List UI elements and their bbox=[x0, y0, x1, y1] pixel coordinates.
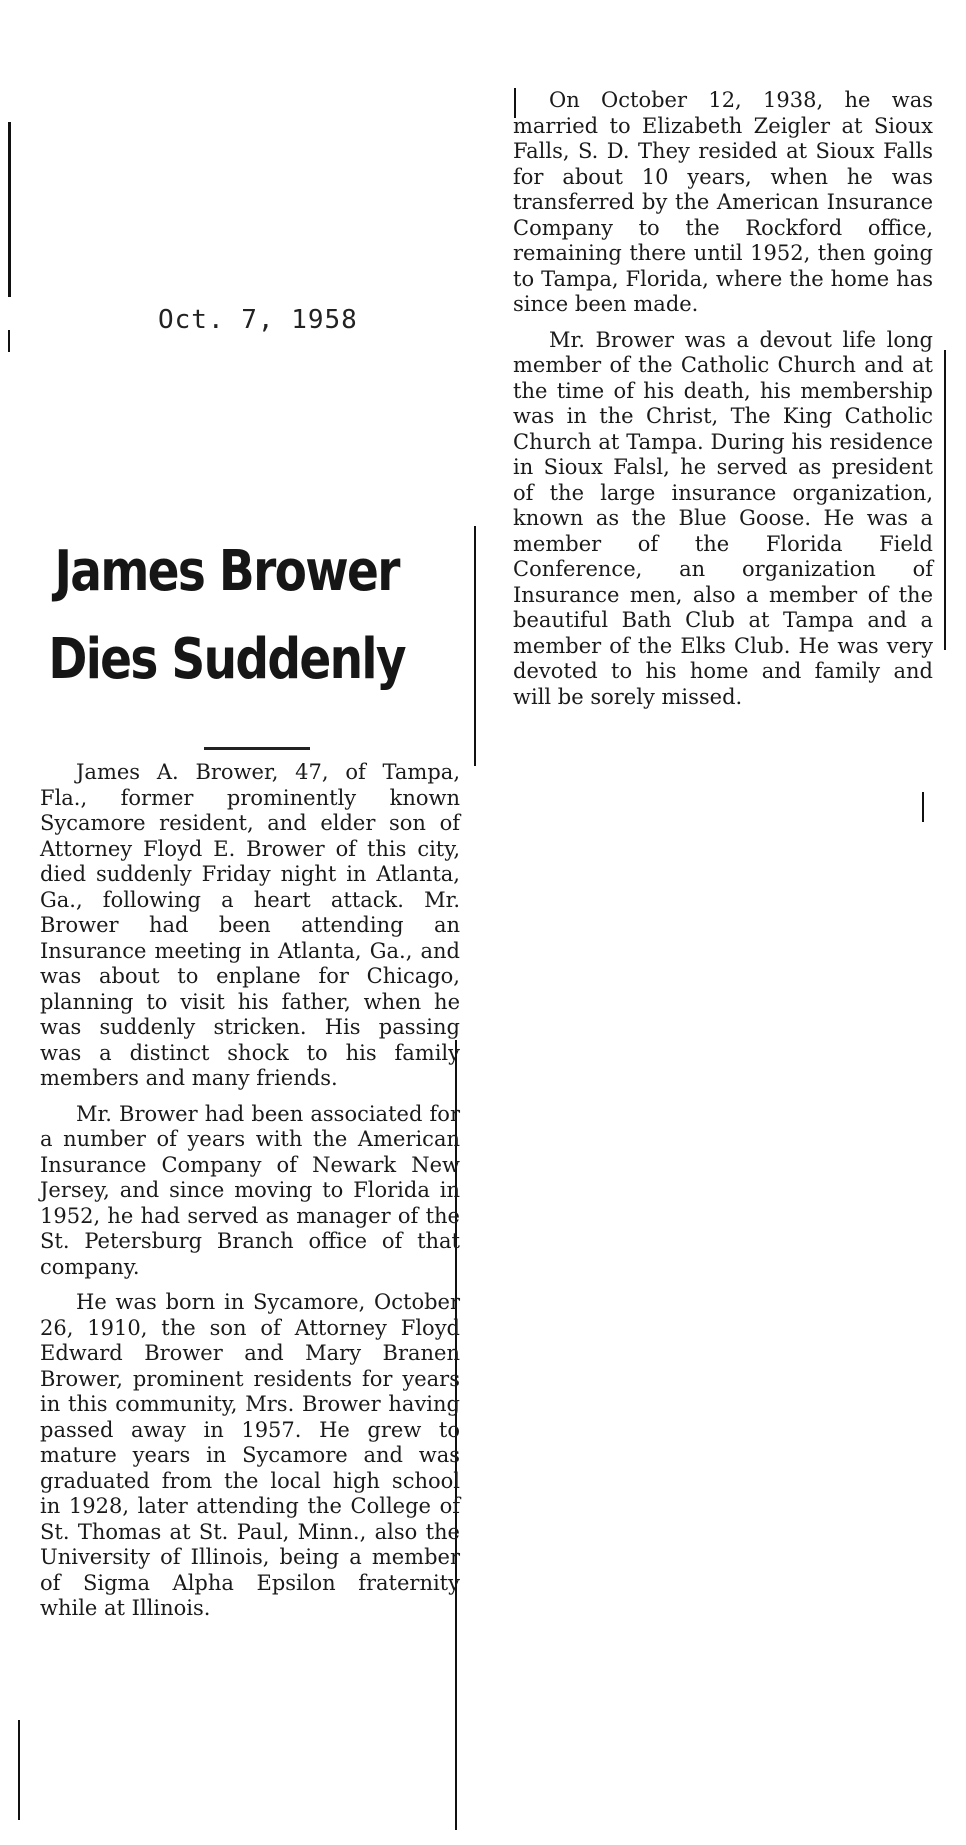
headline-separator bbox=[204, 747, 310, 750]
paragraph-early-life: He was born in Sycamore, October 26, 1910, the son of Attorney Floyd Edward Brower and Mary Branen Brower, prominent residents for years in this community, Mrs. Brower having passed away in 1957. He grew to mature years in Sycamore and was graduated from the local high school in 1928, later attending the College of St. Thomas at St. Paul, Minn., also the University of Illinois, being a member of Sigma Alpha Epsilon fraternity while at Illinois. bbox=[40, 1290, 460, 1620]
paragraph-marriage: On October 12, 1938, he was married to Elizabeth Zeigler at Sioux Falls, S. D. They resided at Sioux Falls for about 10 years, when he was transferred by the American Insurance Company to the Rockford office, remaining there until 1952, then going to Tampa, Florida, where the home has since been made. bbox=[513, 88, 933, 316]
paragraph-memberships: Mr. Brower was a devout life long member of the Catholic Church and at the time of his death, his membership was in the Christ, The King Catholic Church at Tampa. During his residence in Sioux Falsl, he served as president of the large insurance organization, known as the Blue Goose. He was a member of the Florida Field Conference, an organization of Insurance men, also a member of the beautiful Bath Club at Tampa and a member of the Elks Club. He was very devoted to his home and family and will be sorely missed. bbox=[513, 327, 933, 709]
paragraph-death-notice: James A. Brower, 47, of Tampa, Fla., former prominently known Sycamore resident, and elder son of Attorney Floyd E. Brower of this city, died suddenly Friday night in Atlanta, Ga., following a heart attack. Mr. Brower had been attending an Insurance meeting in Atlanta, Ga., and was about to enplane for Chicago, planning to visit his father, when he was suddenly stricken. His passing was a distinct shock to his family members and many friends. bbox=[40, 760, 460, 1090]
article-column-right bbox=[513, 88, 933, 720]
headline-line-2: Dies Suddenly bbox=[48, 627, 405, 692]
headline bbox=[46, 528, 407, 704]
column-rule-right bbox=[944, 350, 946, 650]
column-rule-left bbox=[474, 526, 476, 766]
column-rule-bottom-left bbox=[18, 1720, 20, 1820]
headline-line-1: James Brower bbox=[54, 539, 399, 604]
date-line: Oct. 7, 1958 bbox=[158, 305, 358, 335]
left-margin-tick bbox=[8, 330, 10, 352]
left-margin-rule bbox=[8, 122, 11, 297]
paragraph-career: Mr. Brower had been associated for a number of years with the American Insurance Company of Newark New Jersey, and since moving to Florida in 1952, he had served as manager of the St. Petersburg Branch office of that company. bbox=[40, 1101, 460, 1279]
column-rule-right-end bbox=[922, 792, 924, 822]
article-column-left bbox=[40, 760, 460, 1632]
